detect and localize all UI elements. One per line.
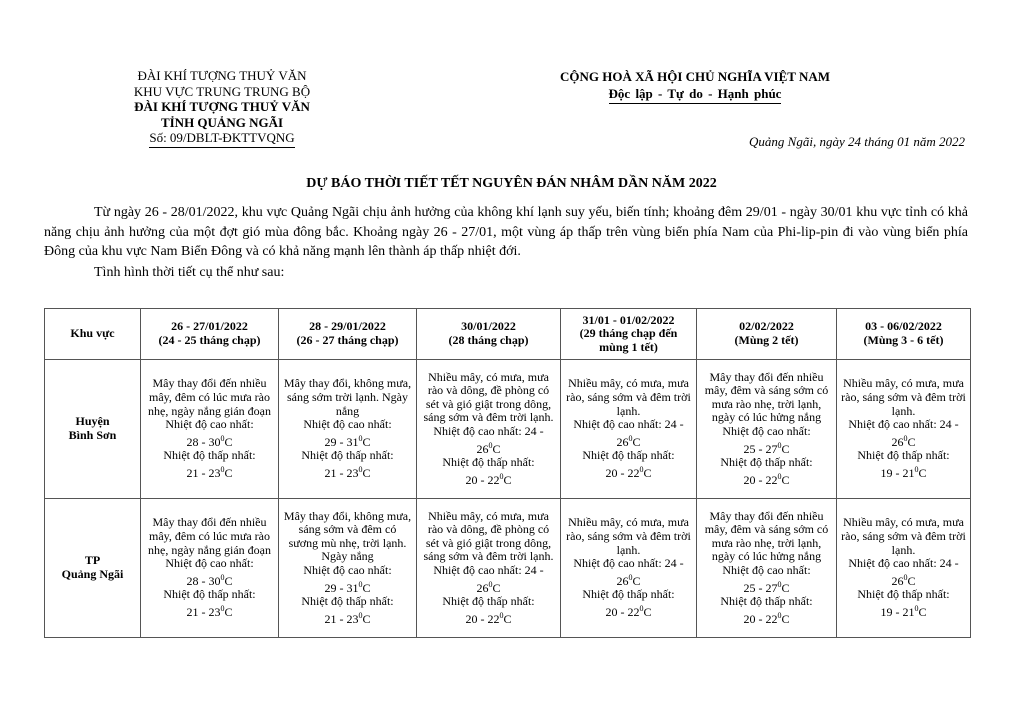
max-temp-value: $25 - 27^0C$ (743, 579, 790, 595)
forecast-cell (279, 499, 417, 638)
forecast-cell (141, 499, 279, 638)
min-temp-value: $20 - 22^0C$ (605, 603, 652, 619)
weather-description: Mây thay đổi, không mưa, sáng sớm và đêm có sương mù nhẹ, trời lạnh. Ngày nắng (283, 508, 412, 564)
min-temp-value: $19 - 21^0C$ (880, 603, 927, 619)
intro-paragraph: Từ ngày 26 - 28/01/2022, khu vực Quảng Ngãi chịu ảnh hưởng của không khí lạnh suy yếu, biến tính; khoảng đêm 29/01 - ngày 30/01 khu vực tỉnh có khả năng chịu ảnh hưởng của một đợt gió mùa đông bắc. Khoảng ngày 26 - 27/01, một vùng áp thấp trên vùng biển phía Nam của Phi-lip-pin đi vào vùng biển phía Đông của khu vực Nam Biển Đông và có khả năng mạnh lên thành áp thấp nhiệt đới. (44, 205, 968, 259)
nation-title: CỘNG HOÀ XÃ HỘI CHỦ NGHĨA VIỆT NAM (559, 69, 831, 84)
agency-line-4: TỈNH QUẢNG NGÃI (160, 114, 284, 130)
agency-header (92, 68, 352, 148)
min-temp-label: Nhiệt độ thấp nhất: (442, 594, 535, 609)
table-row (45, 360, 971, 499)
min-temp-label: Nhiệt độ thấp nhất: (857, 587, 950, 602)
area-name: Bình Sơn (68, 428, 117, 442)
national-motto: Độc lập - Tự do - Hạnh phúc (609, 85, 782, 104)
forecast-cell (561, 499, 697, 638)
min-temp-value: $20 - 22^0C$ (465, 610, 512, 626)
max-temp-value: $29 - 31^0C$ (324, 433, 371, 449)
min-temp-value: $21 - 23^0C$ (324, 464, 371, 480)
forecast-cell (417, 360, 561, 499)
max-temp-label: Nhiệt độ cao nhất: 24 - (433, 424, 544, 438)
forecast-cell (697, 360, 837, 499)
weather-description: Mây thay đổi đến nhiều mây, đêm có lúc mưa rào nhẹ, ngày nắng gián đoạn (148, 376, 271, 418)
max-temp-value: $25 - 27^0C$ (743, 440, 790, 456)
forecast-cell (417, 499, 561, 638)
min-temp-value: $21 - 23^0C$ (324, 610, 371, 626)
forecast-cell (837, 499, 971, 638)
min-temp-label: Nhiệt độ thấp nhất: (720, 594, 813, 609)
min-temp-value: $20 - 22^0C$ (743, 610, 790, 626)
weather-description: Mây thay đổi đến nhiều mây, đêm và sáng sớm có mưa rào nhẹ, trời lạnh, ngày có lúc hửng nắng (704, 369, 829, 425)
min-temp-value: $19 - 21^0C$ (880, 464, 927, 480)
min-temp-value: $20 - 22^0C$ (605, 464, 652, 480)
header-period: 03 - 06/02/2022 (Mùng 3 - 6 tết) (837, 309, 971, 360)
min-temp-label: Nhiệt độ thấp nhất: (857, 448, 950, 463)
min-temp-value: $20 - 22^0C$ (743, 471, 790, 487)
min-temp-label: Nhiệt độ thấp nhất: (301, 448, 394, 463)
area-name: Quảng Ngãi (61, 567, 124, 581)
lead-paragraph: Tình hình thời tiết cụ thể như sau: (94, 265, 285, 280)
weather-description: Mây thay đổi, không mưa, sáng sớm trời lạnh. Ngày nắng (283, 376, 412, 418)
weather-description: Nhiều mây, có mưa, mưa rào, sáng sớm và đêm trời lạnh. (841, 515, 966, 557)
table-row (45, 499, 971, 638)
max-temp-label: Nhiệt độ cao nhất: 24 - (848, 417, 959, 432)
min-temp-value: $21 - 23^0C$ (186, 464, 233, 480)
max-temp-value: $26^0C$ (616, 572, 641, 588)
max-temp-label: Nhiệt độ cao nhất: (722, 563, 811, 577)
header-period: 02/02/2022 (Mùng 2 tết) (697, 309, 837, 360)
forecast-cell (697, 499, 837, 638)
max-temp-value: $29 - 31^0C$ (324, 579, 371, 595)
min-temp-label: Nhiệt độ thấp nhất: (301, 594, 394, 609)
max-temp-label: Nhiệt độ cao nhất: (165, 556, 254, 571)
weather-description: Nhiều mây, có mưa, mưa rào, sáng sớm và đêm trời lạnh. (841, 376, 966, 418)
max-temp-label: Nhiệt độ cao nhất: 24 - (573, 556, 684, 571)
max-temp-value: $26^0C$ (891, 572, 916, 588)
max-temp-value: $28 - 30^0C$ (186, 433, 233, 449)
header-period: 30/01/2022 (28 tháng chạp) (417, 309, 561, 360)
agency-line-2: KHU VỰC TRUNG TRUNG BỘ (133, 83, 311, 99)
max-temp-value: $26^0C$ (891, 433, 916, 449)
min-temp-label: Nhiệt độ thấp nhất: (582, 448, 675, 463)
max-temp-label: Nhiệt độ cao nhất: 24 - (848, 556, 959, 571)
min-temp-value: $20 - 22^0C$ (465, 471, 512, 487)
forecast-cell (837, 360, 971, 499)
document-title: DỰ BÁO THỜI TIẾT TẾT NGUYÊN ĐÁN NHÂM DẦN NĂM 2022 (306, 176, 717, 191)
agency-line-3: ĐÀI KHÍ TƯỢNG THUỶ VĂN (134, 99, 310, 114)
agency-line-1: ĐÀI KHÍ TƯỢNG THUỶ VĂN (137, 68, 307, 83)
max-temp-label: Nhiệt độ cao nhất: (303, 417, 392, 432)
forecast-cell (561, 360, 697, 499)
weather-description: Nhiều mây, có mưa, mưa rào, sáng sớm và đêm trời lạnh. (566, 515, 691, 557)
weather-description: Nhiều mây, có mưa, mưa rào và dông, đề phòng có sét và gió giật trong dông, sáng sớm và đêm trời lạnh. (423, 369, 554, 425)
max-temp-value: $28 - 30^0C$ (186, 572, 233, 588)
min-temp-label: Nhiệt độ thấp nhất: (163, 587, 256, 602)
max-temp-label: Nhiệt độ cao nhất: (303, 563, 392, 577)
header-period: 28 - 29/01/2022 (26 - 27 tháng chạp) (279, 309, 417, 360)
national-header (505, 68, 885, 104)
max-temp-value: $26^0C$ (476, 440, 501, 456)
max-temp-label: Nhiệt độ cao nhất: 24 - (433, 563, 544, 577)
weather-description: Nhiều mây, có mưa, mưa rào và dông, đề phòng có sét và gió giật trong dông, sáng sớm và đêm trời lạnh. (423, 508, 554, 564)
weather-description: Mây thay đổi đến nhiều mây, đêm và sáng sớm có mưa rào nhẹ, trời lạnh, ngày có lúc hửng nắng (704, 508, 829, 564)
min-temp-label: Nhiệt độ thấp nhất: (163, 448, 256, 463)
document-number: Số: 09/DBLT-ĐKTTVQNG (149, 130, 294, 148)
weather-description: Nhiều mây, có mưa, mưa rào, sáng sớm và đêm trời lạnh. (566, 376, 691, 418)
max-temp-value: $26^0C$ (616, 433, 641, 449)
area-cell (45, 499, 141, 638)
min-temp-label: Nhiệt độ thấp nhất: (720, 455, 813, 470)
max-temp-label: Nhiệt độ cao nhất: (722, 424, 811, 438)
min-temp-label: Nhiệt độ thấp nhất: (442, 455, 535, 470)
header-area: Khu vực (45, 309, 141, 360)
max-temp-label: Nhiệt độ cao nhất: (165, 417, 254, 432)
dateline: Quảng Ngãi, ngày 24 tháng 01 năm 2022 (749, 134, 965, 149)
max-temp-label: Nhiệt độ cao nhất: 24 - (573, 417, 684, 432)
table-header-row (45, 309, 971, 360)
forecast-table (44, 308, 971, 638)
area-cell (45, 360, 141, 499)
max-temp-value: $26^0C$ (476, 579, 501, 595)
weather-description: Mây thay đổi đến nhiều mây, đêm có lúc mưa rào nhẹ, ngày nắng gián đoạn (148, 515, 271, 557)
forecast-cell (279, 360, 417, 499)
header-period: 26 - 27/01/2022 (24 - 25 tháng chạp) (141, 309, 279, 360)
area-name: TP (84, 553, 101, 568)
forecast-cell (141, 360, 279, 499)
min-temp-value: $21 - 23^0C$ (186, 603, 233, 619)
area-name: Huyện (75, 414, 110, 429)
min-temp-label: Nhiệt độ thấp nhất: (582, 587, 675, 602)
header-period: 31/01 - 01/02/2022 (29 tháng chạp đến mùng 1 tết) (561, 309, 697, 360)
